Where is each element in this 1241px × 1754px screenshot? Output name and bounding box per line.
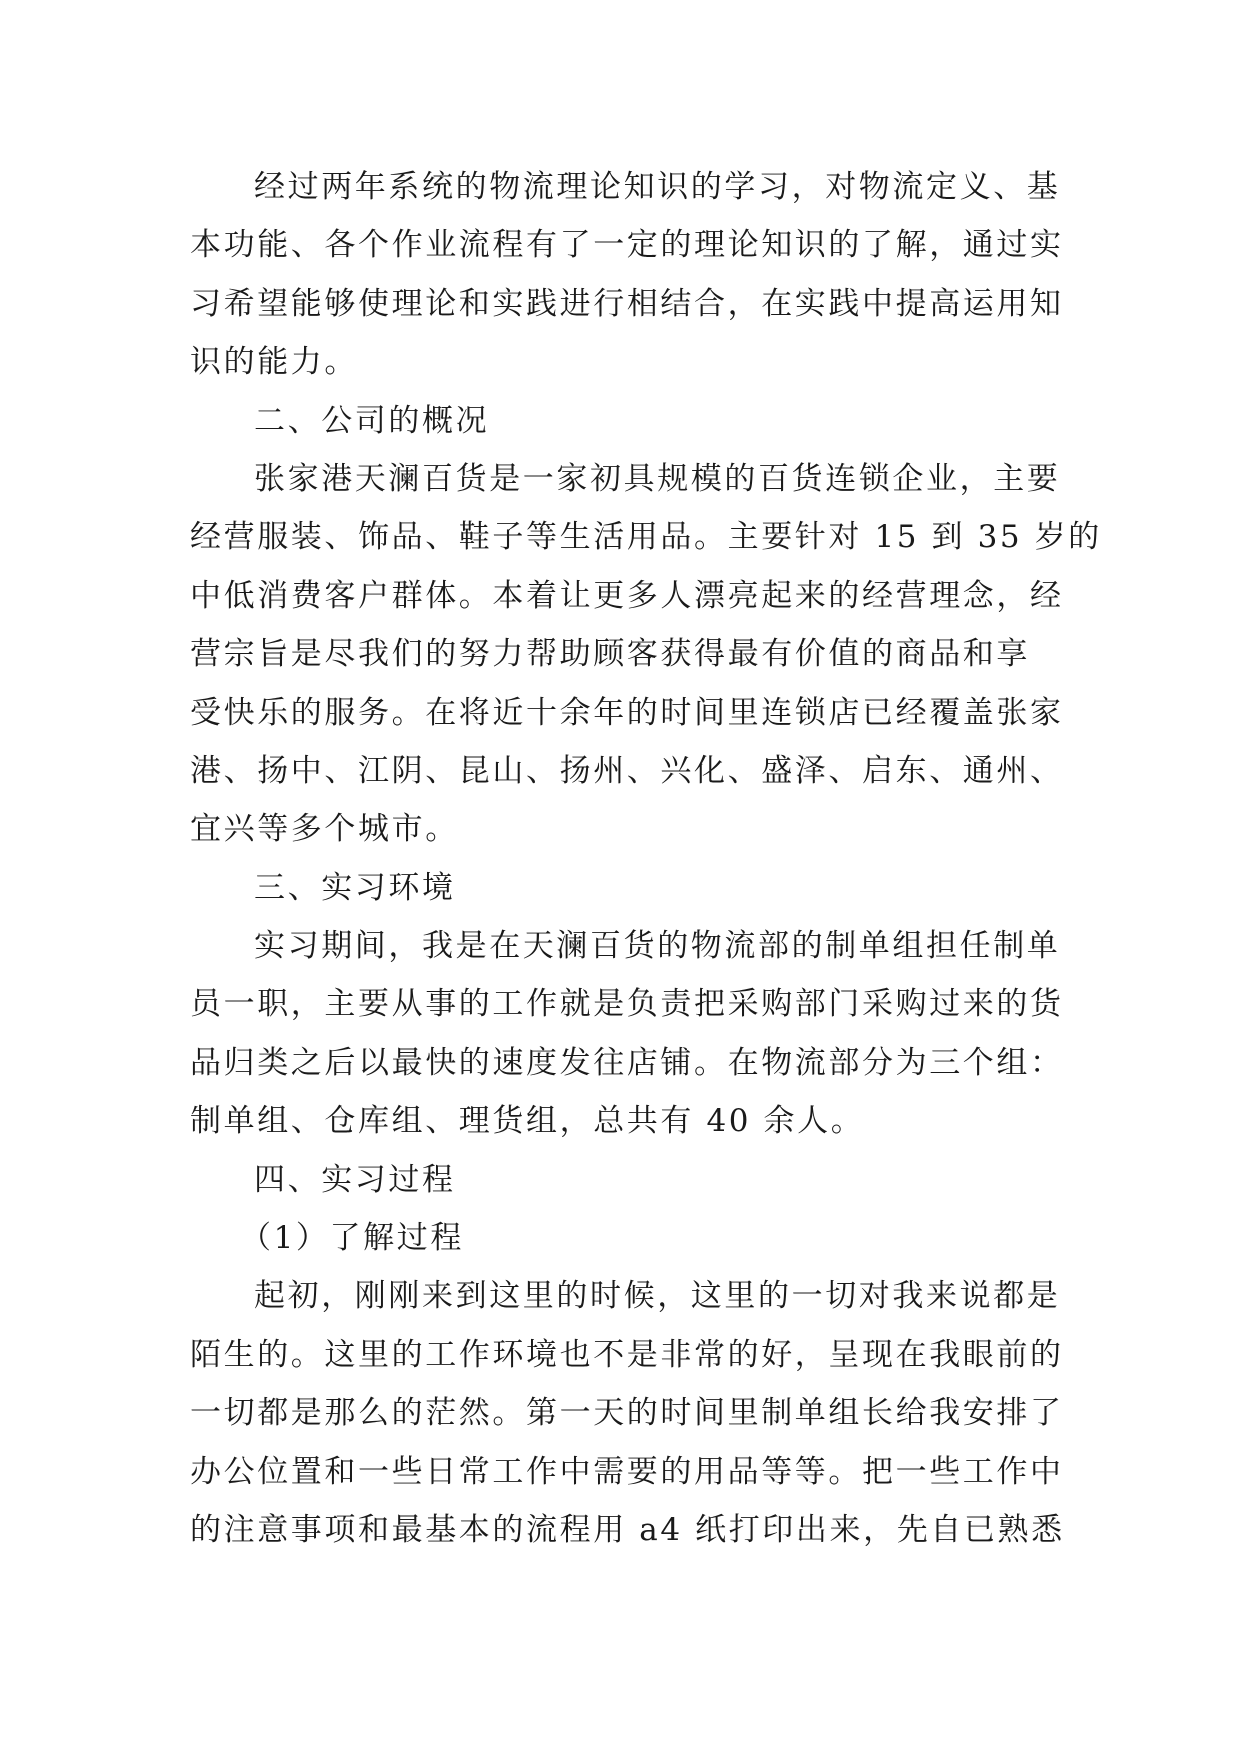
- paragraph-line: 实习期间，我是在天澜百货的物流部的制单组担任制单: [254, 928, 1061, 965]
- paragraph-line: 营宗旨是尽我们的努力帮助顾客获得最有价值的商品和享: [190, 636, 1030, 673]
- section-heading: 二、公司的概况: [254, 402, 490, 439]
- section-heading: 四、实习过程: [254, 1161, 456, 1198]
- body-text: [190, 158, 1102, 1559]
- paragraph-line: 一切都是那么的茫然。第一天的时间里制单组长给我安排了: [190, 1395, 1064, 1432]
- paragraph-line: 员一职，主要从事的工作就是负责把采购部门采购过来的货: [190, 986, 1064, 1023]
- section-heading: 三、实习环境: [254, 869, 456, 906]
- paragraph-line: 经过两年系统的物流理论知识的学习，对物流定义、基: [254, 169, 1061, 205]
- paragraph-line: 本功能、各个作业流程有了一定的理论知识的了解，通过实: [190, 227, 1064, 264]
- paragraph-line: 港、扬中、江阴、昆山、扬州、兴化、盛泽、启东、通州、: [190, 752, 1064, 789]
- subsection-heading: （1）了解过程: [240, 1220, 464, 1257]
- paragraph-line: 识的能力。: [190, 344, 358, 381]
- paragraph-line: 的注意事项和最基本的流程用 a4 纸打印出来，先自已熟悉: [190, 1511, 1065, 1548]
- paragraph-line: 陌生的。这里的工作环境也不是非常的好，呈现在我眼前的: [190, 1336, 1064, 1373]
- paragraph-line: 起初，刚刚来到这里的时候，这里的一切对我来说都是: [254, 1278, 1061, 1315]
- paragraph-line: 制单组、仓库组、理货组，总共有 40 余人。: [190, 1103, 865, 1140]
- paragraph-line: 受快乐的服务。在将近十余年的时间里连锁店已经覆盖张家: [190, 694, 1064, 731]
- paragraph-line: 宜兴等多个城市。: [190, 811, 459, 848]
- paragraph-line: 品归类之后以最快的速度发往店铺。在物流部分为三个组：: [190, 1044, 1064, 1081]
- paragraph-line: 办公位置和一些日常工作中需要的用品等等。把一些工作中: [190, 1453, 1064, 1490]
- paragraph-line: 习希望能够使理论和实践进行相结合，在实践中提高运用知: [190, 285, 1064, 322]
- paragraph-line: 中低消费客户群体。本着让更多人漂亮起来的经营理念，经: [190, 577, 1064, 614]
- paragraph-line: 张家港天澜百货是一家初具规模的百货连锁企业，主要: [254, 460, 1061, 497]
- paragraph-line: 经营服装、饰品、鞋子等生活用品。主要针对 15 到 35 岁的: [190, 519, 1102, 556]
